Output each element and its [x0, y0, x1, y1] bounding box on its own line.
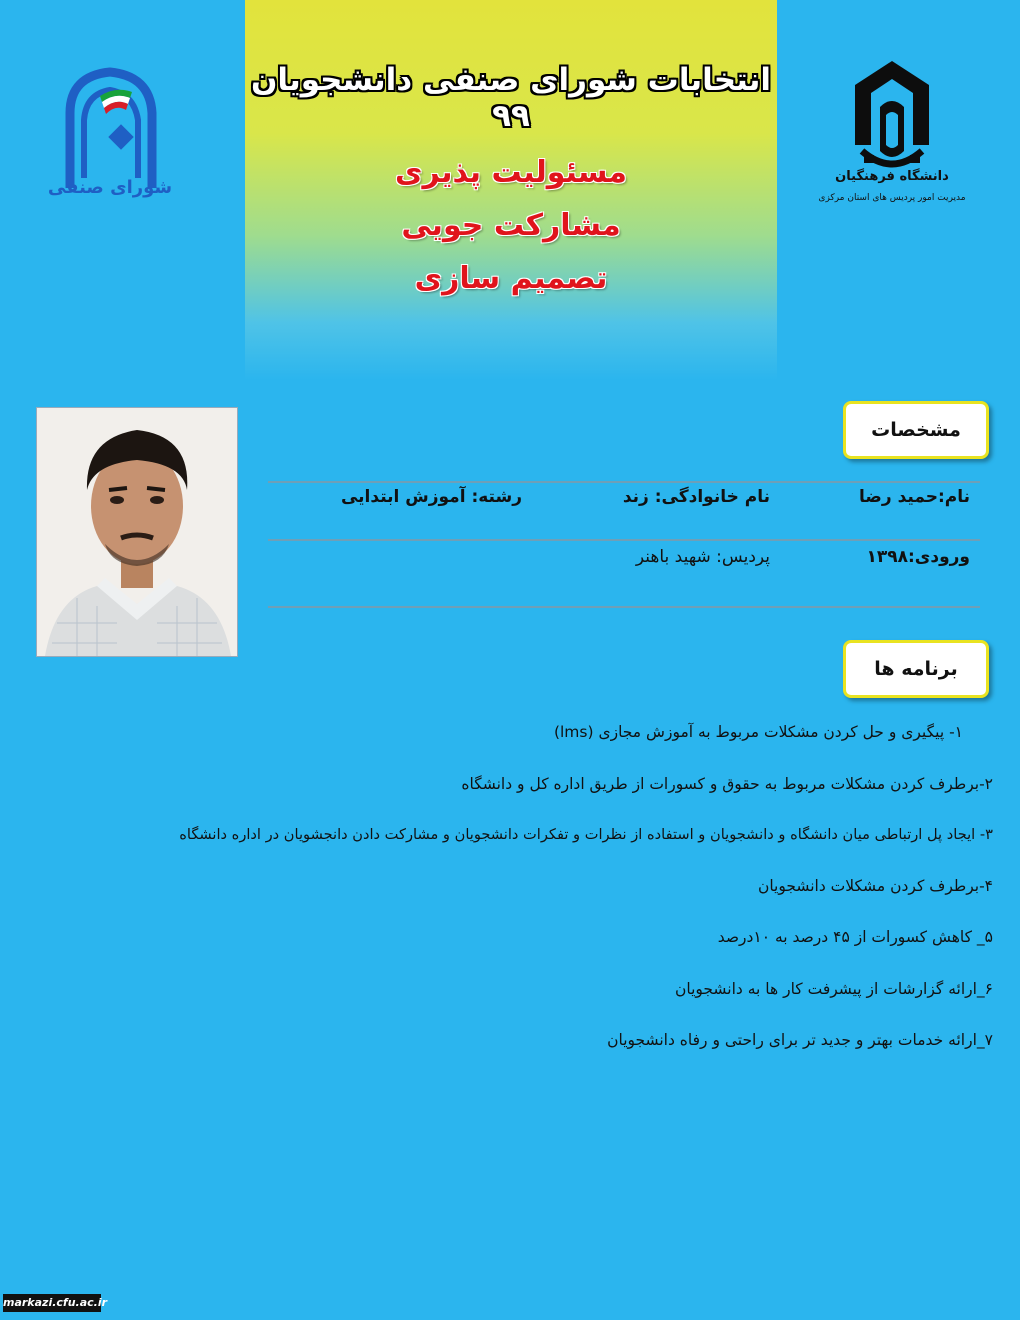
- page-title: انتخابات شورای صنفی دانشجویان ۹۹: [250, 62, 772, 134]
- program-item: ۴-برطرف کردن مشکلات دانشجویان: [757, 877, 993, 895]
- candidate-campus: پردیس: شهید باهنر: [635, 547, 770, 567]
- university-emblem-icon: [820, 55, 965, 215]
- website-link[interactable]: markazi.cfu.ac.ir: [3, 1294, 101, 1312]
- program-item: ۶_ارائه گزارشات از پیشرفت کار ها به دانشجویان: [675, 980, 993, 998]
- candidate-name: نام:حمید رضا: [859, 487, 970, 507]
- profile-section-label: مشخصات: [843, 401, 989, 459]
- program-item: ۵_ کاهش کسورات از ۴۵ درصد به ۱۰درصد: [717, 928, 993, 946]
- candidate-entry-year: ورودی:۱۳۹۸: [866, 547, 970, 567]
- university-subtitle: مدیریت امور پردیس های استان مرکزی: [818, 193, 966, 203]
- candidate-photo: [36, 407, 238, 657]
- program-item: ۱- پیگیری و حل کردن مشکلات مربوط به آموزش مجازی (lms): [553, 723, 963, 741]
- divider: [268, 606, 980, 608]
- program-item: ۷_ارائه خدمات بهتر و جدید تر برای راحتی و رفاه دانشجویان: [607, 1031, 993, 1049]
- slogan-decision-making: تصمیم سازی: [414, 261, 608, 296]
- slogan-participation: مشارکت جویی: [401, 208, 621, 243]
- programs-section-label: برنامه ها: [843, 640, 989, 698]
- program-item: ۲-برطرف کردن مشکلات مربوط به حقوق و کسورات از طریق اداره کل و دانشگاه: [461, 775, 993, 793]
- divider: [268, 481, 980, 483]
- slogan-responsibility: مسئولیت پذیری: [395, 155, 627, 190]
- candidate-major: رشته: آموزش ابتدایی: [340, 487, 522, 507]
- university-name: دانشگاه فرهنگیان: [835, 169, 949, 184]
- council-logo-text: شورای صنفی: [47, 177, 173, 198]
- senfi-council-logo-icon: [47, 68, 173, 208]
- divider: [268, 539, 980, 541]
- candidate-family-name: نام خانوادگی: زند: [622, 487, 770, 507]
- program-item: ۳- ایجاد پل ارتباطی میان دانشگاه و دانشجویان و استفاده از نظرات و تفکرات دانشجویان و مشارکت دادن دانجشویان در اداره دانشگاه: [179, 826, 993, 843]
- header-banner: [245, 0, 777, 380]
